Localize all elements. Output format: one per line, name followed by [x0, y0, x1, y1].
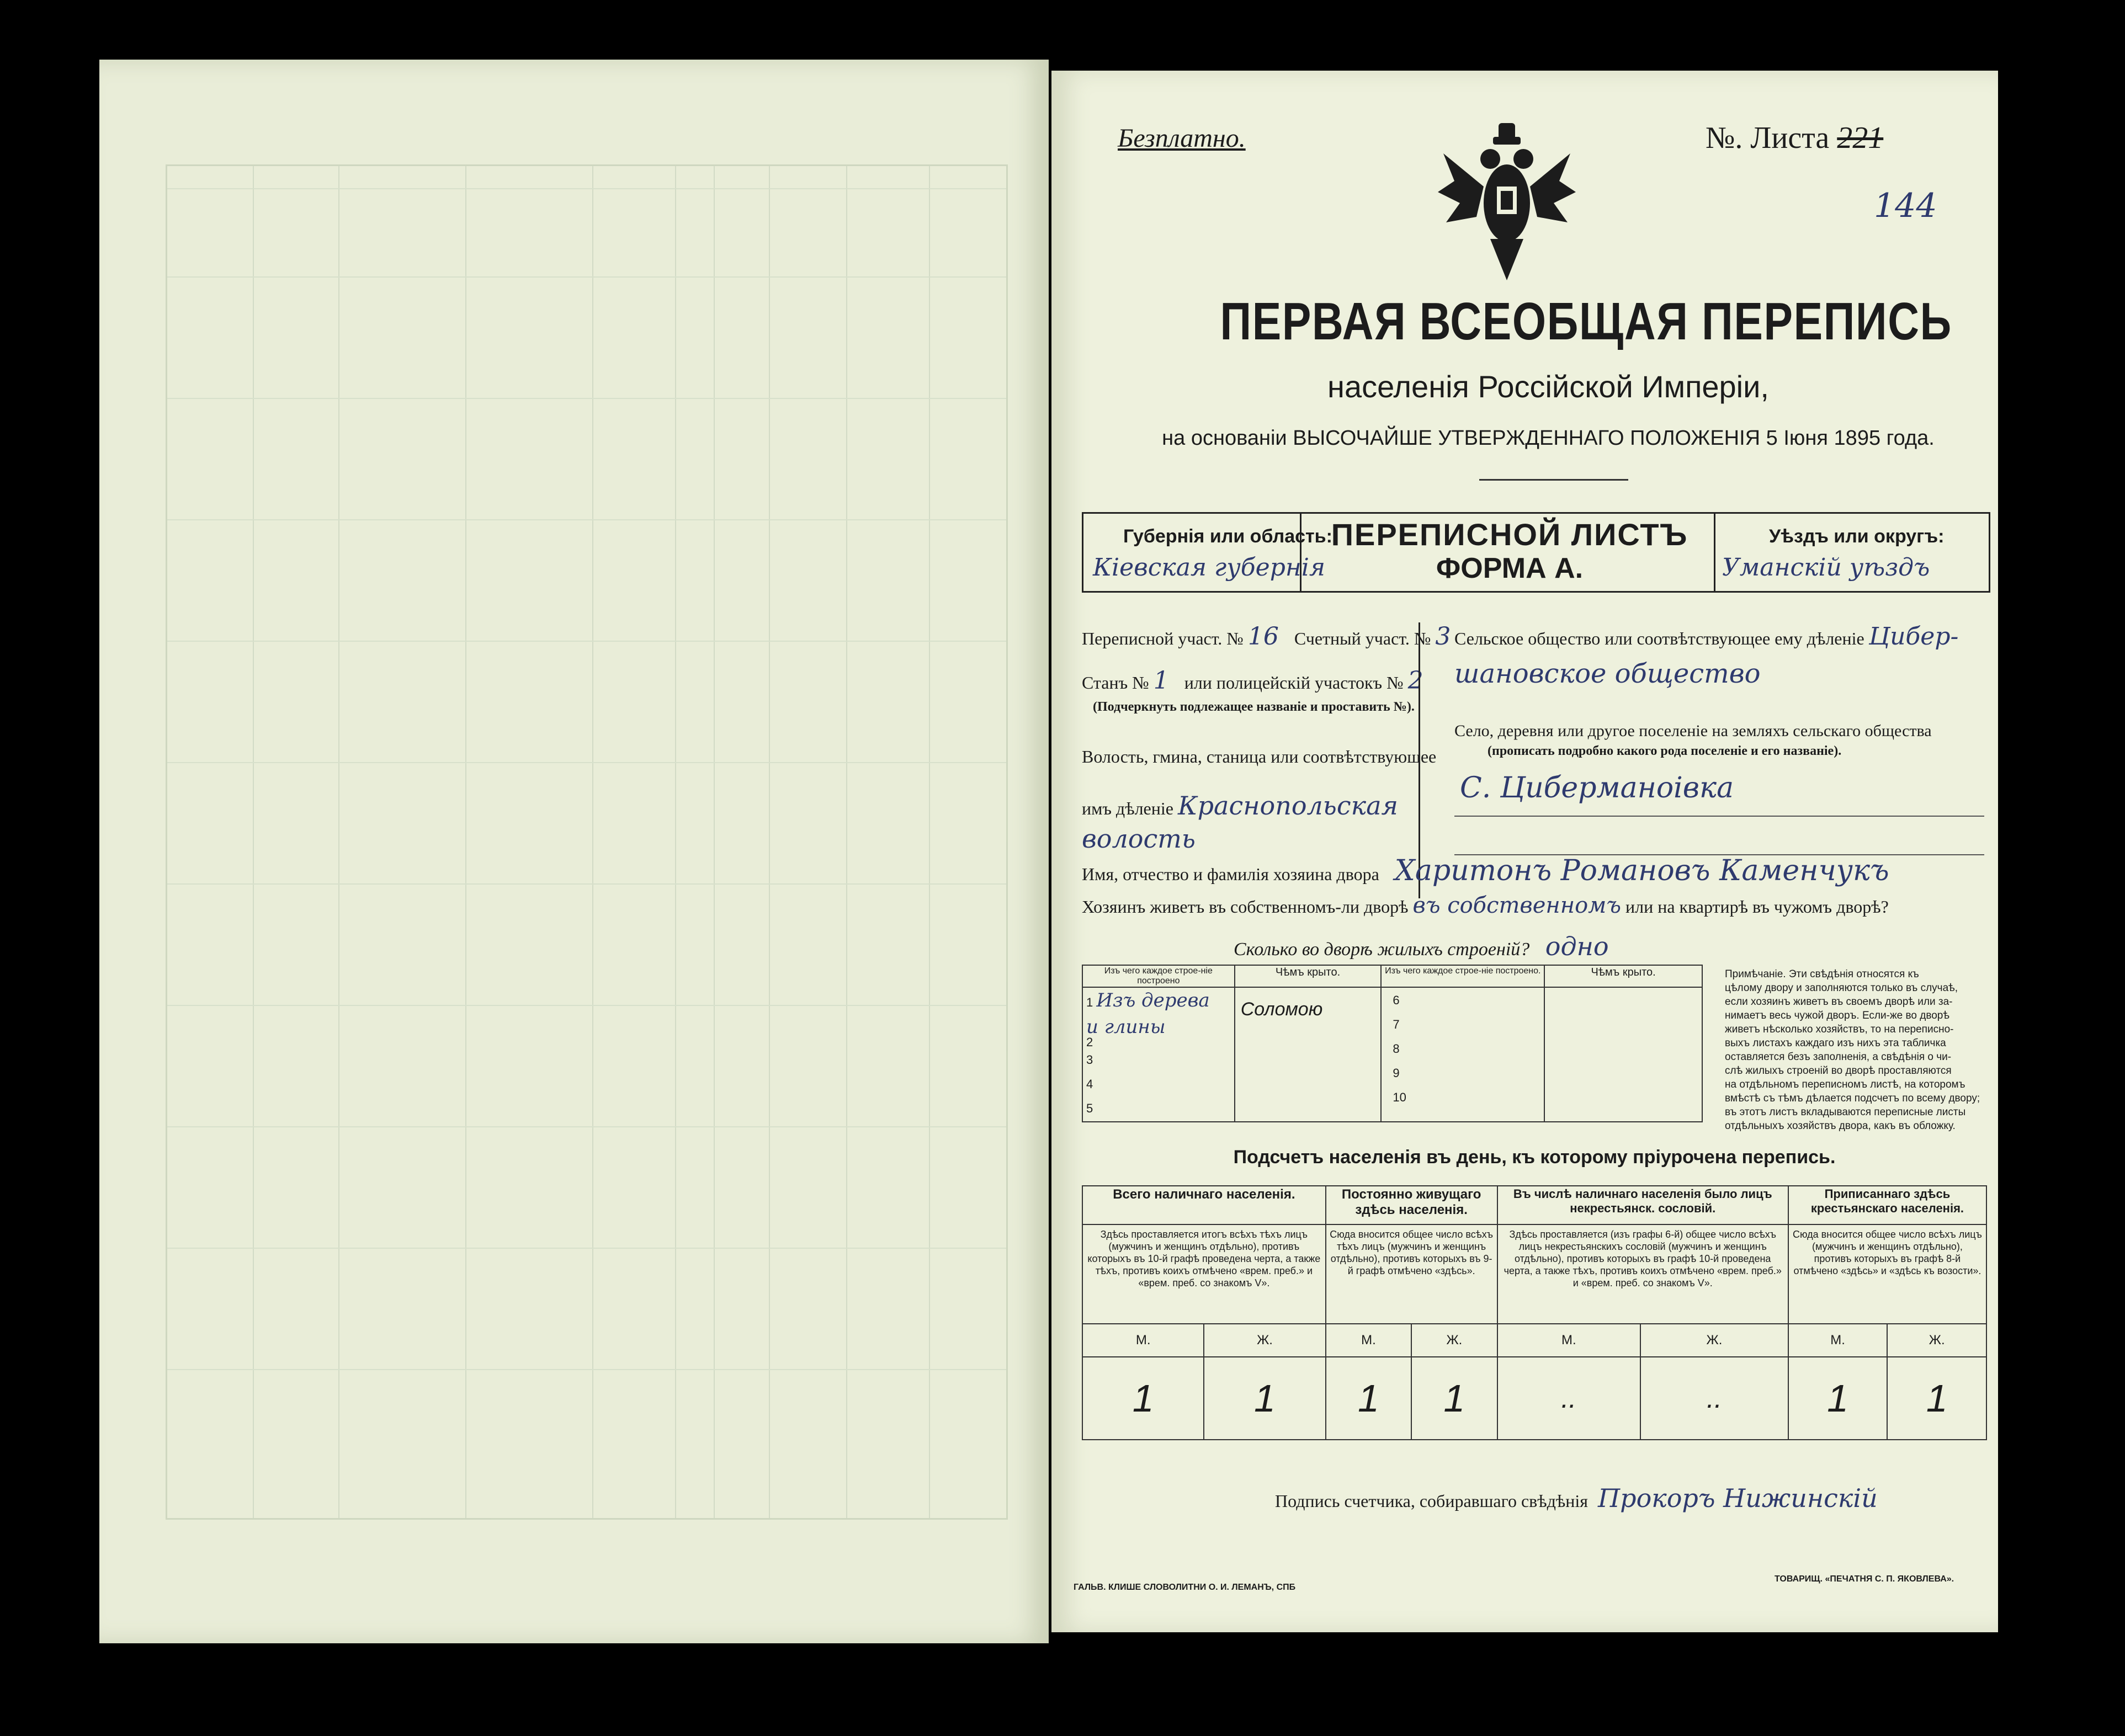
col-roof-2: Чѣмъ крыто. — [1544, 965, 1702, 987]
police-label: или полицейскій участокъ № — [1184, 673, 1404, 693]
left-page — [99, 60, 1049, 1643]
count-value-3: 1 — [1326, 1357, 1411, 1440]
census-title: ПЕРВАЯ ВСЕОБЩАЯ ПЕРЕПИСЬ — [1220, 292, 1952, 351]
perepisnoy-value: 16 — [1247, 622, 1279, 651]
owner-name-value: Харитонъ Романовъ Каменчукъ — [1394, 854, 1889, 887]
stan-label: Станъ № — [1082, 673, 1149, 693]
selo-value: С. Циберманоівка — [1460, 771, 1734, 805]
col-material-2: Изъ чего каждое строе-ніе построено. — [1381, 965, 1544, 987]
building-roof-1: Соломою — [1235, 987, 1382, 1122]
count-h3: Въ числѣ наличнаго населенія было лицъ некрестьянск. сословій. — [1497, 1186, 1788, 1224]
building-row-2: 2 — [1086, 1035, 1093, 1049]
count-h4: Приписаннаго здѣсь крестьянскаго населенія. — [1788, 1186, 1986, 1224]
owner-name-label: Имя, отчество и фамилія хозяина двора — [1082, 864, 1379, 884]
count-zh-4: Ж. — [1887, 1324, 1986, 1357]
faded-reverse-table — [166, 164, 1008, 1520]
volost-row — [1082, 791, 1398, 821]
note-block: Примѣчаніе. Эти свѣдѣнія относятся къ цѣлому двору и заполняются только въ случаѣ, если хозяинъ живетъ въ своемъ дворѣ или за- нимаетъ весь чужой дворъ. Если-же во дворѣ живетъ нѣсколько хозяйствъ, то на переписно- выхъ листахъ каждаго изъ нихъ эта табличка оставляется безъ заполненія, а свѣдѣнія о чи- слѣ жилыхъ строеній во дворѣ проставляются на отдѣльномъ переписномъ листѣ, на которомъ вмѣстѣ съ тѣмъ дѣлается подсчетъ по всему двору; въ этотъ листъ вкладываются переписные листы отдѣльныхъ хозяйствъ двора, какъ въ обложку. — [1725, 968, 1980, 1132]
building-rows-right — [1381, 987, 1544, 1122]
signature-value: Прокоръ Нижинскій — [1598, 1483, 1878, 1513]
signature-row — [1275, 1483, 1878, 1513]
selo-label: Село, деревня или другое поселеніе на земляхъ сельскаго общества — [1454, 722, 1932, 740]
volost-label: Волость, гмина, станица или соотвѣтствующее — [1082, 747, 1437, 766]
owner-lives-label: Хозяинъ живетъ въ собственномъ-ли дворѣ — [1082, 897, 1409, 917]
col-material-1: Изъ чего каждое строе-ніе построено — [1082, 965, 1235, 987]
building-row-5: 5 — [1086, 1101, 1093, 1115]
volost-value-2: волость — [1082, 824, 1196, 854]
uezd-label: Уѣздъ или округъ: — [1769, 526, 1945, 547]
buildings-label: Сколько во дворѣ жилыхъ строеній? — [1234, 939, 1530, 960]
count-m-2: М. — [1326, 1324, 1411, 1357]
gubernia-value: Кіевская губернія — [1093, 553, 1326, 582]
owner-lives-label-2: или на квартирѣ въ чужомъ дворѣ? — [1625, 897, 1889, 917]
sheet-no-value: 221 — [1837, 121, 1884, 155]
count-h2: Постоянно живущаго здѣсь населенія. — [1326, 1186, 1497, 1224]
building-row-6: 6 — [1393, 993, 1400, 1007]
perepisnoy-row — [1082, 622, 1451, 651]
footer-right: ТОВАРИЩ. «ПЕЧАТНЯ С. П. ЯКОВЛЕВА». — [1775, 1574, 1954, 1584]
underline-note: (Подчеркнуть подлежащее названіе и проставить №). — [1093, 700, 1415, 714]
building-row-1b: и глины — [1086, 1016, 1166, 1038]
owner-row — [1082, 854, 1889, 887]
uezd-value: Уманскій уѣздъ — [1722, 553, 1930, 582]
building-row-8: 8 — [1393, 1042, 1400, 1056]
count-d1: Здѣсь проставляется итогъ всѣхъ тѣхъ лицъ (мужчинъ и женщинъ отдѣльно), противъ которыхъ въ 10-й графѣ проведена черта, а также тѣхъ, противъ коихъ отмѣчено «врем. преб.» и «врем. преб. со знакомъ V». — [1082, 1224, 1326, 1324]
count-m-4: М. — [1788, 1324, 1888, 1357]
count-value-4: 1 — [1411, 1357, 1497, 1440]
right-page — [1051, 71, 1998, 1632]
obshchestvo-value: Цибер- — [1868, 622, 1959, 651]
census-basis: на основаніи ВЫСОЧАЙШЕ УТВЕРЖДЕННАГО ПОЛОЖЕНІЯ 5 Іюня 1895 года. — [1162, 427, 1935, 450]
sheet-handwritten-number: 144 — [1874, 187, 1937, 225]
stan-row — [1082, 667, 1423, 695]
stan-value: 1 — [1153, 667, 1169, 695]
selo-note: (прописать подробно какого рода поселеніе и его названіе). — [1488, 744, 1842, 758]
sheet-no-label: №. Листа — [1706, 121, 1830, 155]
signature-label: Подпись счетчика, собиравшаго свѣдѣнія — [1275, 1491, 1589, 1511]
count-zh-2: Ж. — [1411, 1324, 1497, 1357]
schetny-label: Счетный участ. № — [1294, 629, 1431, 648]
footer-left: ГАЛЬВ. КЛИШЕ СЛОВОЛИТНИ О. И. ЛЕМАНЪ, СПБ — [1074, 1583, 1296, 1592]
buildings-value: одно — [1545, 931, 1609, 961]
obshchestvo-label: Сельское общество или соотвѣтствующее ему дѣленіе — [1454, 629, 1864, 648]
owner-lives-row — [1082, 893, 1889, 918]
sheet-number-label — [1706, 120, 1883, 156]
imperial-eagle-emblem-icon — [1438, 120, 1576, 286]
count-value-6: .. — [1640, 1357, 1788, 1440]
perepisnoy-label: Переписной участ. № — [1082, 629, 1244, 648]
count-zh-1: Ж. — [1204, 1324, 1325, 1357]
police-value: 2 — [1407, 667, 1423, 695]
col-roof-1: Чѣмъ крыто. — [1235, 965, 1382, 987]
buildings-table — [1082, 965, 1703, 1122]
count-m-3: М. — [1497, 1324, 1640, 1357]
census-subtitle: населенія Россійской Имперіи, — [1327, 369, 1769, 404]
count-value-8: 1 — [1887, 1357, 1986, 1440]
gubernia-label: Губернія или область: — [1123, 526, 1332, 547]
volost-value: Краснопольская — [1177, 791, 1398, 821]
count-d4: Сюда вносится общее число всѣхъ лицъ (мужчинъ и женщинъ отдѣльно), противъ которыхъ въ графѣ 8-й отмѣчено «здѣсь» и «здѣсь къ возости». — [1788, 1224, 1986, 1324]
count-value-5: .. — [1497, 1357, 1640, 1440]
count-heading: Подсчетъ населенія въ день, къ которому пріурочена перепись. — [1233, 1147, 1836, 1168]
count-value-1: 1 — [1082, 1357, 1204, 1440]
count-value-2: 1 — [1204, 1357, 1325, 1440]
building-row-10: 10 — [1393, 1090, 1406, 1104]
building-row-1: 1 Изъ дерева — [1086, 989, 1210, 1011]
building-row-9: 9 — [1393, 1066, 1400, 1080]
obshchestvo-value-2: шановское общество — [1454, 658, 1761, 689]
count-table — [1082, 1185, 1987, 1440]
count-m-1: М. — [1082, 1324, 1204, 1357]
count-value-7: 1 — [1788, 1357, 1888, 1440]
count-d2: Сюда вносится общее число всѣхъ тѣхъ лицъ (мужчинъ и женщинъ отдѣльно), противъ которыхъ въ 9-й графѣ отмѣчено «здѣсь». — [1326, 1224, 1497, 1324]
count-h1: Всего наличнаго населенія. — [1082, 1186, 1326, 1224]
free-label: Безплатно. — [1118, 124, 1246, 153]
building-row-4: 4 — [1086, 1077, 1093, 1091]
form-title: ПЕРЕПИСНОЙ ЛИСТЪ — [1331, 517, 1688, 552]
building-row-7: 7 — [1393, 1018, 1400, 1031]
count-zh-3: Ж. — [1640, 1324, 1788, 1357]
volost-label-2: имъ дѣленіе — [1082, 798, 1173, 818]
buildings-row — [1234, 931, 1609, 961]
count-d3: Здѣсь проставляется (изъ графы 6-й) общее число всѣхъ лицъ некрестьянскихъ сословій (мужчинъ и женщинъ отдѣльно), противъ которыхъ въ графѣ 10-й проведена черта, а также тѣхъ, противъ коихъ отмѣчено «врем. преб.» и «врем. преб. со знакомъ V». — [1497, 1224, 1788, 1324]
building-rows-left — [1082, 987, 1235, 1122]
owner-lives-value: въ собственномъ — [1412, 893, 1621, 918]
ornament-divider — [1479, 479, 1628, 481]
schetny-value: 3 — [1435, 622, 1451, 651]
form-subtitle: ФОРМА А. — [1436, 552, 1584, 584]
building-row-3: 3 — [1086, 1053, 1093, 1067]
obshchestvo-row — [1454, 622, 1958, 651]
